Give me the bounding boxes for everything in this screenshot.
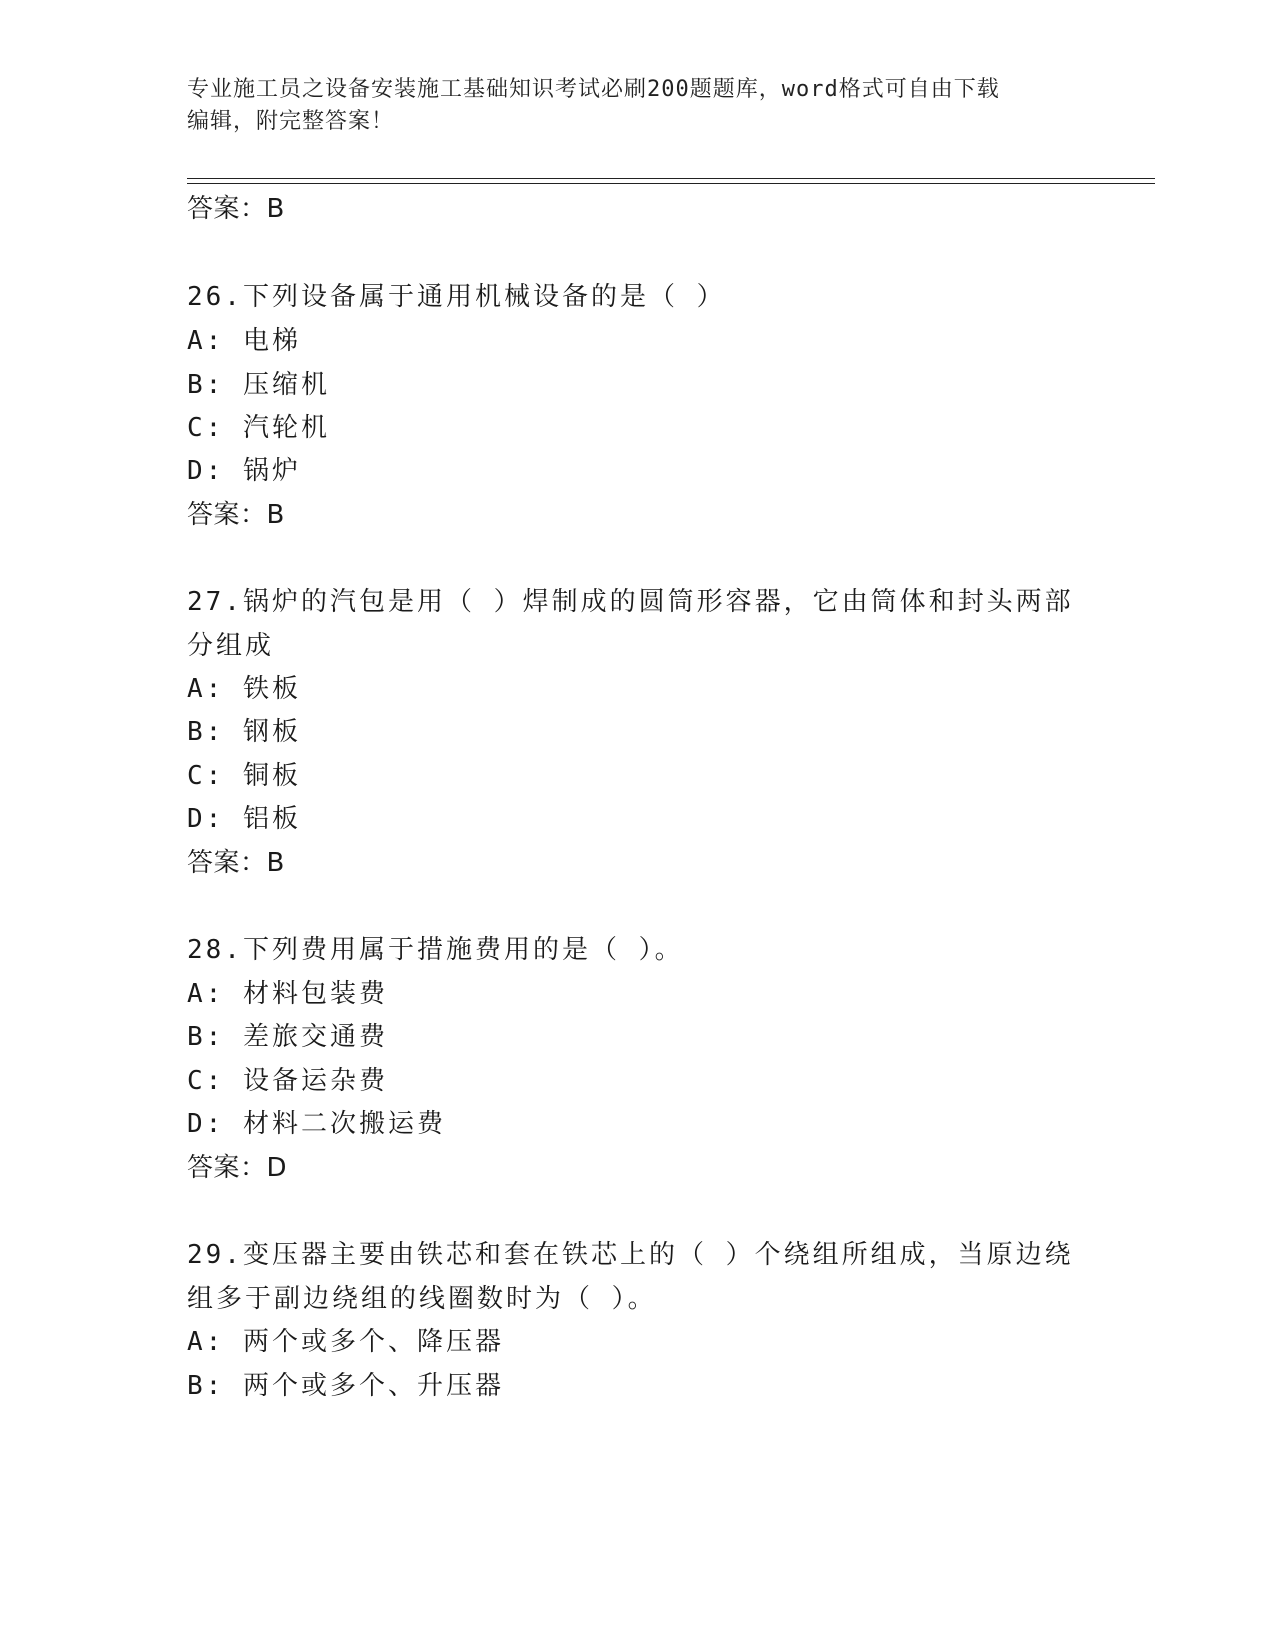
- option-a: A: 两个或多个、降压器: [187, 1327, 504, 1357]
- option-d: D: 材料二次搬运费: [187, 1109, 446, 1139]
- document-header: [187, 74, 1067, 138]
- question-stem: 26.下列设备属于通用机械设备的是（ ）: [187, 282, 726, 312]
- option-d: D: 铝板: [187, 804, 301, 834]
- option-a: A: 铁板: [187, 674, 301, 704]
- option-c: C: 铜板: [187, 761, 301, 791]
- answer-label: 答案：B: [187, 194, 285, 224]
- option-b: B: 两个或多个、升压器: [187, 1371, 504, 1401]
- header-line-2: 编辑，附完整答案！: [187, 109, 395, 134]
- option-c: C: 设备运杂费: [187, 1066, 388, 1096]
- question-stem-continued: 组多于副边绕组的线圈数时为（ ）。: [187, 1284, 657, 1314]
- header-divider-bottom: [187, 183, 1155, 184]
- answer-label: 答案：B: [187, 500, 285, 530]
- option-a: A: 材料包装费: [187, 979, 388, 1009]
- question-stem: 28.下列费用属于措施费用的是（ ）。: [187, 935, 684, 965]
- question-stem: 29.变压器主要由铁芯和套在铁芯上的（ ）个绕组所组成，当原边绕: [187, 1240, 1074, 1270]
- option-a: A: 电梯: [187, 326, 301, 356]
- answer-label: 答案：D: [187, 1153, 288, 1183]
- header-line-1: 专业施工员之设备安装施工基础知识考试必刷200题题库，word格式可自由下载: [187, 77, 1000, 102]
- option-b: B: 压缩机: [187, 370, 330, 400]
- question-stem-continued: 分组成: [187, 631, 275, 661]
- header-divider-top: [187, 178, 1155, 179]
- option-d: D: 锅炉: [187, 456, 301, 486]
- question-stem: 27.锅炉的汽包是用（ ）焊制成的圆筒形容器，它由筒体和封头两部: [187, 587, 1074, 617]
- option-c: C: 汽轮机: [187, 413, 330, 443]
- option-b: B: 差旅交通费: [187, 1022, 388, 1052]
- answer-label: 答案：B: [187, 848, 285, 878]
- option-b: B: 钢板: [187, 717, 301, 747]
